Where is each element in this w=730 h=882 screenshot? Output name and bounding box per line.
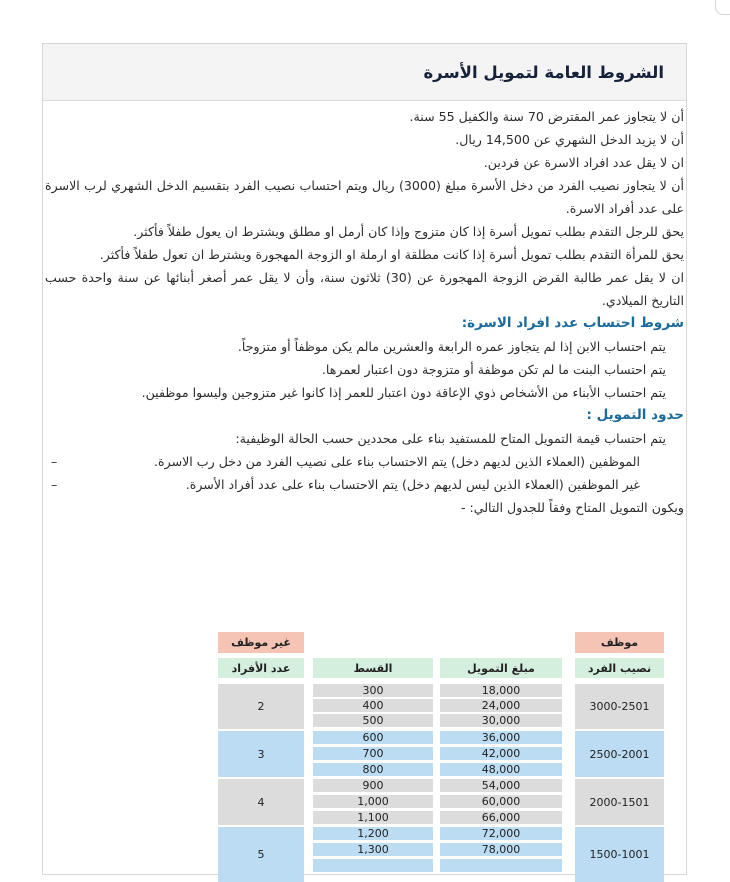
installment-cell: 700 xyxy=(313,747,433,760)
amount-cell: 48,000 xyxy=(440,763,562,776)
installment-cell: 1,100 xyxy=(313,811,433,824)
family-rule: يتم احتساب البنت ما لم تكن موظفة أو متزوجة دون اعتبار لعمرها. xyxy=(321,362,666,377)
financing-table xyxy=(218,632,664,882)
amount-cell: 78,000 xyxy=(440,843,562,856)
amount-cell: 54,000 xyxy=(440,779,562,792)
dash-mark: – xyxy=(51,477,58,492)
terms-content xyxy=(43,101,686,519)
condition-item: ان لا يقل عدد افراد الاسرة عن فردين. xyxy=(483,155,684,170)
limits-outro: ويكون التمويل المتاح وفقاً للجدول التالي: - xyxy=(460,500,684,515)
unemployed-label: غير موظف xyxy=(218,632,304,653)
installment-cell: 400 xyxy=(313,699,433,712)
limits-item-text: الموظفين (العملاء الذين لديهم دخل) يتم الاحتساب بناء على نصيب الفرد من دخل رب الاسرة. xyxy=(154,454,640,469)
amount-cell: 24,000 xyxy=(440,699,562,712)
col-amount-header: مبلغ التمويل xyxy=(440,658,562,678)
amount-cell: 18,000 xyxy=(440,684,562,697)
window-corner xyxy=(715,0,730,15)
condition-item: أن لا يتجاوز نصيب الفرد من دخل الأسرة مبلغ (3000) ريال ويتم احتساب نصيب الفرد بتقسيم الدخل الشهري لرب الاسرة على عدد أفراد الاسرة. xyxy=(45,178,684,216)
limits-item xyxy=(45,450,684,473)
share-cell: 3000-2501 xyxy=(575,684,664,729)
members-cell: 2 xyxy=(218,684,304,729)
amount-cell: 30,000 xyxy=(440,714,562,727)
members-cell: 5 xyxy=(218,827,304,882)
members-cell: 3 xyxy=(218,731,304,777)
condition-item: ان لا يقل عمر طالبة القرض الزوجة المهجورة عن (30) ثلاثون سنة، وأن لا يقل عمر أصغر أبنائها عن سنة واحدة حسب التاريخ الميلادي. xyxy=(45,270,684,308)
limits-item xyxy=(45,473,684,496)
employed-label: موظف xyxy=(575,632,664,653)
installment-cell: 900 xyxy=(313,779,433,792)
installment-cell: 1,200 xyxy=(313,827,433,840)
amount-cell: 66,000 xyxy=(440,811,562,824)
amount-cell: 36,000 xyxy=(440,731,562,744)
installment-cell xyxy=(313,859,433,872)
limits-heading: حدود التمويل : xyxy=(586,407,684,423)
terms-panel xyxy=(42,43,687,875)
installment-cell: 800 xyxy=(313,763,433,776)
family-rule: يتم احتساب الأبناء من الأشخاص ذوي الإعاقة دون اعتبار للعمر إذا كانوا غير متزوجين وليسوا موظفين. xyxy=(141,385,666,400)
share-cell: 2500-2001 xyxy=(575,731,664,777)
family-rule: يتم احتساب الابن إذا لم يتجاوز عمره الرابعة والعشرين مالم يكن موظفاً أو متزوجاً. xyxy=(237,339,666,354)
condition-item: يحق للمرأة التقدم بطلب تمويل أسرة إذا كانت مطلقة او ارملة او الزوجة المهجورة ويشترط ان تعول طفلاً فأكثر. xyxy=(99,247,684,262)
amount-cell: 42,000 xyxy=(440,747,562,760)
condition-item: أن لا يتجاوز عمر المقترض 70 سنة والكفيل 55 سنة. xyxy=(409,109,684,124)
col-share-header: نصيب الفرد xyxy=(575,658,664,678)
installment-cell: 1,300 xyxy=(313,843,433,856)
panel-header xyxy=(43,44,686,101)
amount-cell: 72,000 xyxy=(440,827,562,840)
share-cell: 1500-1001 xyxy=(575,827,664,882)
page-title: الشروط العامة لتمويل الأسرة xyxy=(423,62,664,82)
amount-cell: 60,000 xyxy=(440,795,562,808)
installment-cell: 1,000 xyxy=(313,795,433,808)
family-count-heading: شروط احتساب عدد افراد الاسرة: xyxy=(461,315,684,331)
limits-intro: يتم احتساب قيمة التمويل المتاح للمستفيد بناء على محددين حسب الحالة الوظيفية: xyxy=(235,431,666,446)
condition-item: أن لا يزيد الدخل الشهري عن 14,500 ريال. xyxy=(455,132,684,147)
col-members-header: عدد الأفراد xyxy=(218,658,304,678)
installment-cell: 500 xyxy=(313,714,433,727)
installment-cell: 300 xyxy=(313,684,433,697)
members-cell: 4 xyxy=(218,779,304,825)
dash-mark: – xyxy=(51,454,58,469)
condition-item: يحق للرجل التقدم بطلب تمويل أسرة إذا كان متزوج وإذا كان أرمل او مطلق ويشترط ان يعول طفلاً فأكثر. xyxy=(133,224,684,239)
amount-cell xyxy=(440,859,562,872)
limits-item-text: غير الموظفين (العملاء الذين ليس لديهم دخل) يتم الاحتساب بناء على عدد أفراد الأسرة. xyxy=(185,477,640,492)
col-installment-header: القسط xyxy=(313,658,433,678)
installment-cell: 600 xyxy=(313,731,433,744)
share-cell: 2000-1501 xyxy=(575,779,664,825)
